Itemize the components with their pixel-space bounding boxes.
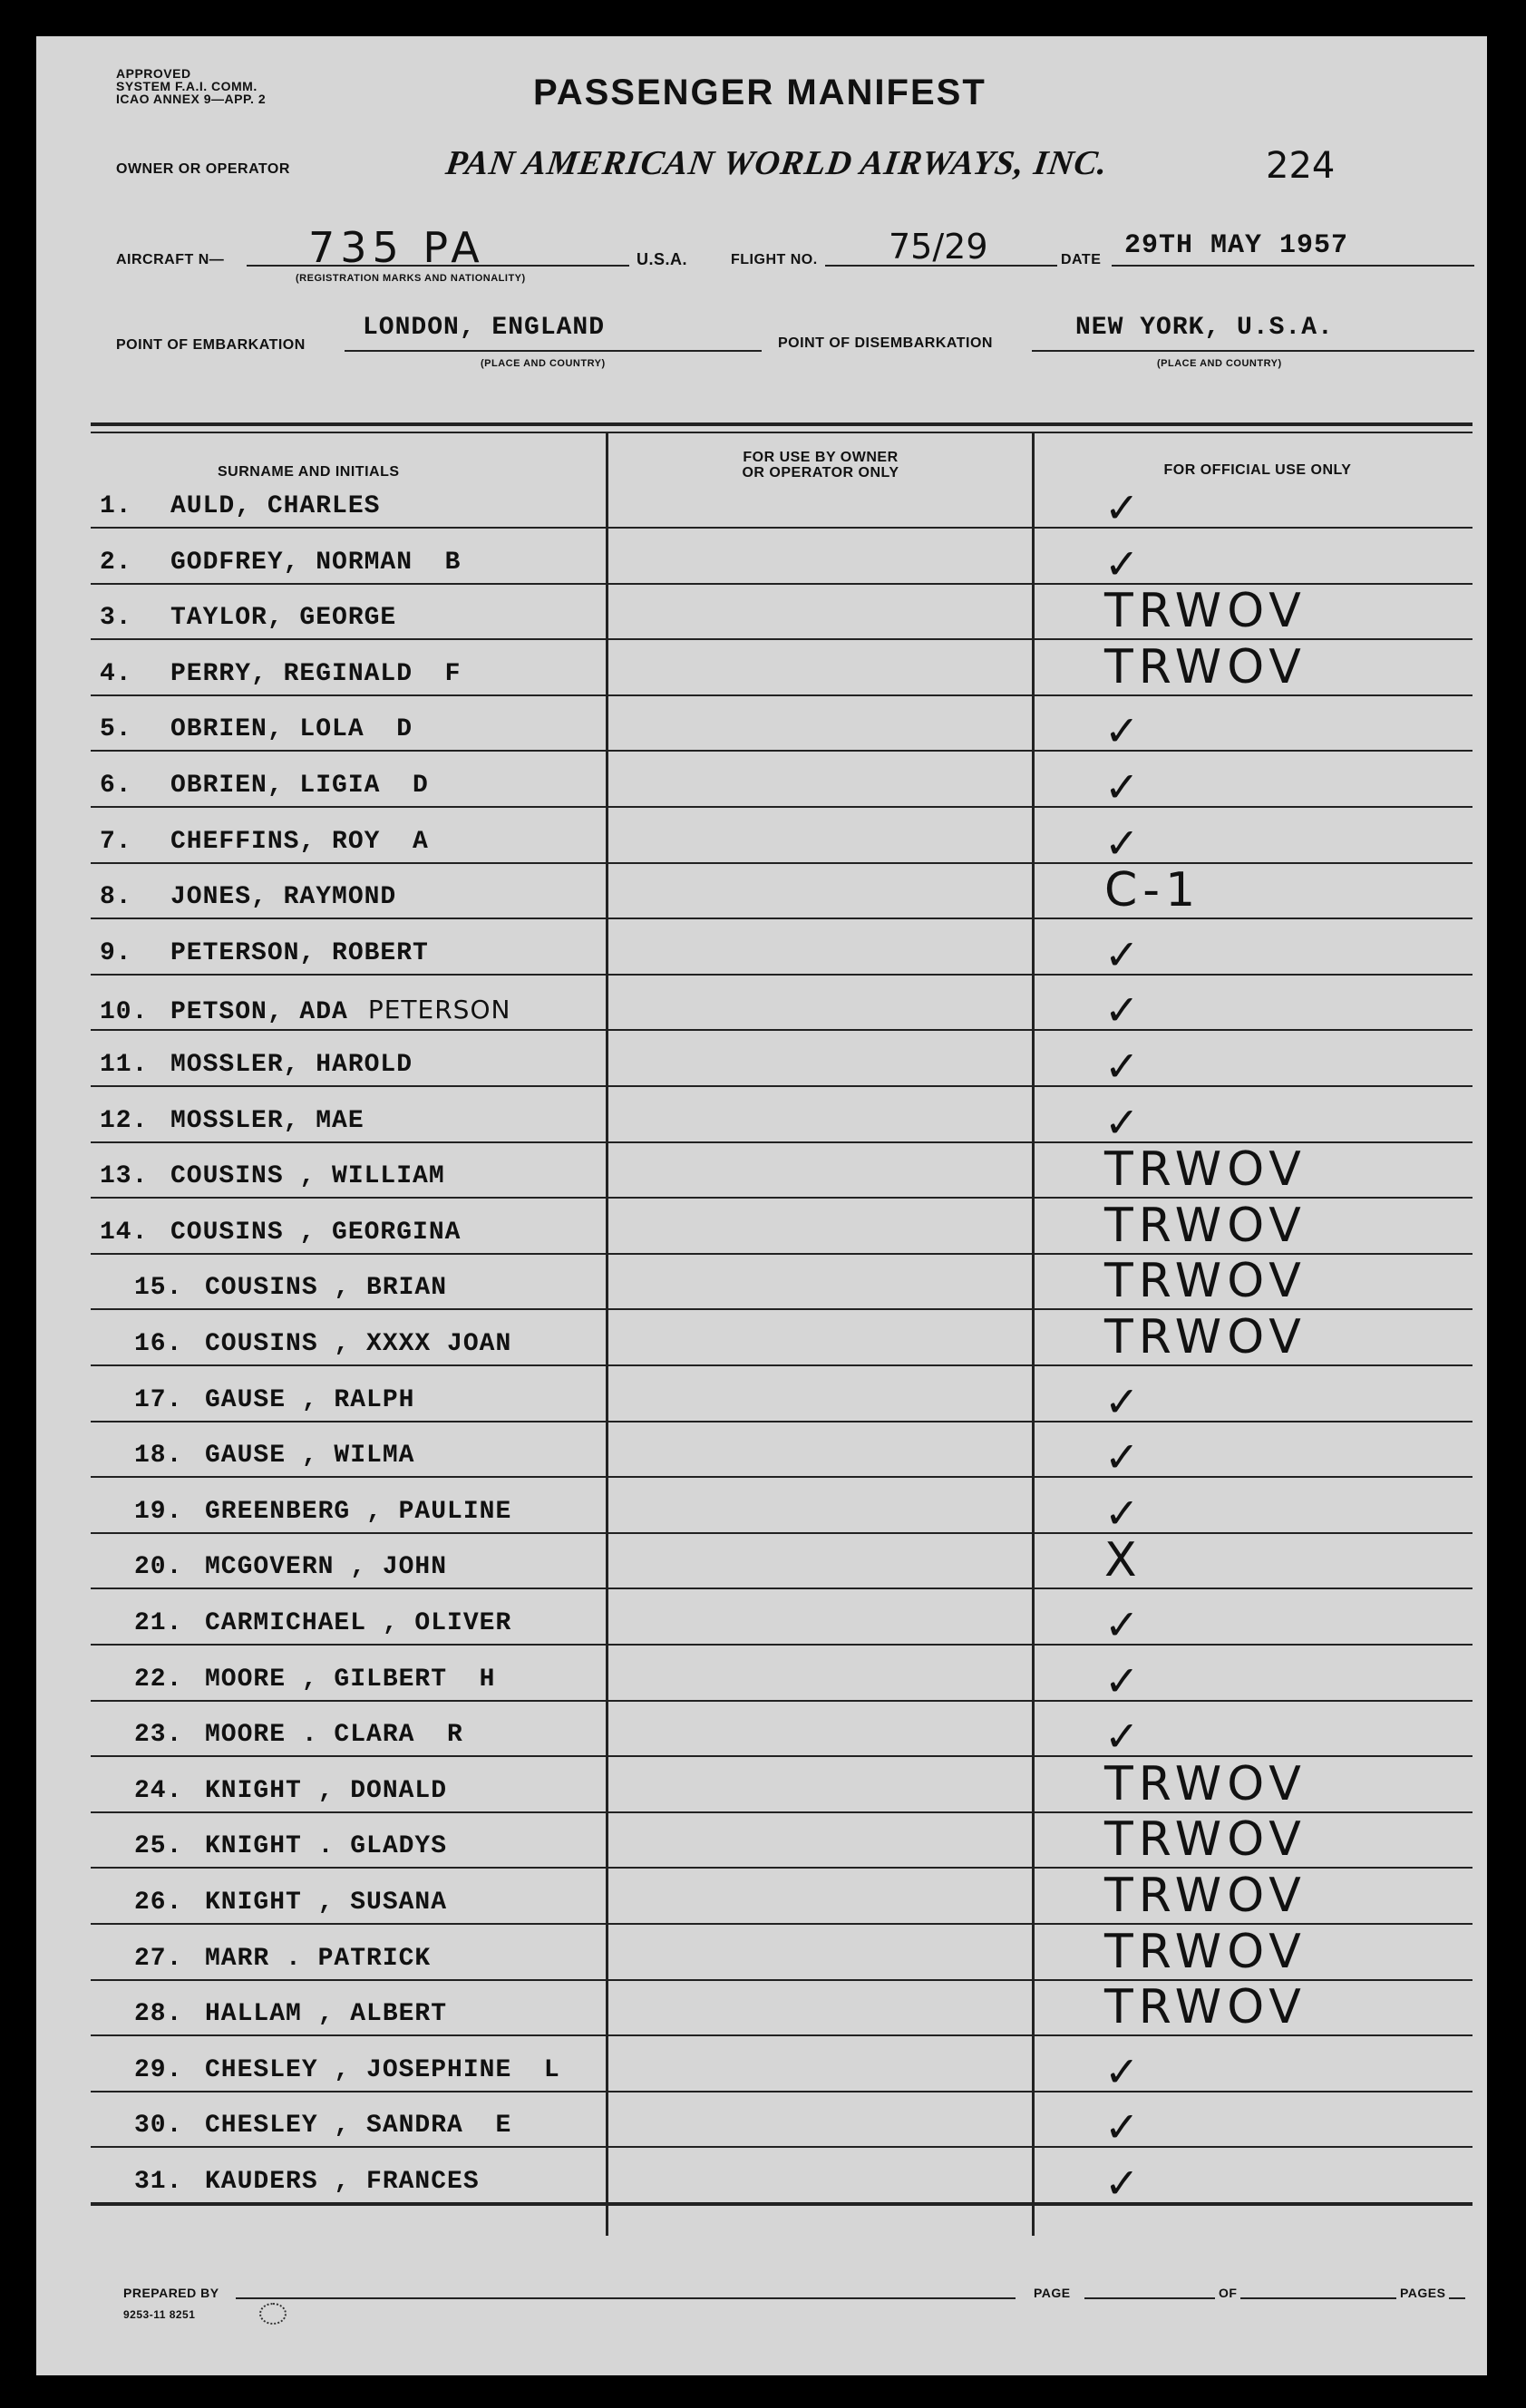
- row-rule: [91, 806, 1473, 808]
- official-mark: ✓: [1104, 1097, 1140, 1147]
- flight-no-label: FLIGHT NO.: [731, 252, 818, 267]
- handwritten-correction: PETERSON: [367, 995, 511, 1025]
- row-rule: [91, 1588, 1473, 1589]
- registration-caption: (REGISTRATION MARKS AND NATIONALITY): [296, 273, 526, 284]
- official-mark: TRWOV: [1104, 1756, 1307, 1811]
- row-number: 1.: [100, 492, 132, 520]
- row-number: 2.: [100, 548, 132, 577]
- row-number: 21.: [134, 1609, 183, 1637]
- passenger-name: CHESLEY , JOSEPHINE L: [205, 2055, 560, 2084]
- official-mark: TRWOV: [1104, 1924, 1307, 1979]
- passenger-name: COUSINS , XXXX JOAN: [205, 1330, 512, 1358]
- passenger-name: COUSINS , BRIAN: [205, 1274, 448, 1303]
- passenger-name: HALLAM , ALBERT: [205, 2000, 448, 2029]
- row-rule: [91, 1700, 1473, 1702]
- row-rule: [91, 1532, 1473, 1534]
- row-number: 20.: [134, 1553, 183, 1582]
- passenger-name: OBRIEN, LIGIA D: [170, 772, 429, 800]
- passenger-name: OBRIEN, LOLA D: [170, 715, 413, 744]
- passenger-name: MOORE . CLARA R: [205, 1721, 463, 1750]
- disembark-caption: (PLACE AND COUNTRY): [1157, 358, 1282, 369]
- passenger-row: [100, 604, 396, 632]
- row-number: 11.: [100, 1051, 149, 1079]
- passenger-row: [134, 2000, 447, 2028]
- row-rule: [91, 974, 1473, 976]
- row-rule: [91, 1644, 1473, 1646]
- passenger-name: CARMICHAEL , OLIVER: [205, 1609, 512, 1637]
- passenger-name: JONES, RAYMOND: [170, 883, 397, 912]
- row-number: 3.: [100, 604, 132, 633]
- passenger-row: [100, 939, 429, 967]
- passenger-row: [100, 549, 461, 577]
- official-mark: TRWOV: [1104, 1869, 1307, 1923]
- official-mark: TRWOV: [1104, 1142, 1307, 1198]
- aircraft-value: 735 PA: [308, 223, 485, 272]
- table-top-rule: [91, 422, 1473, 426]
- official-mark: TRWOV: [1104, 1812, 1307, 1868]
- passenger-name: COUSINS , WILLIAM: [170, 1162, 445, 1191]
- passenger-row: [134, 1330, 511, 1358]
- row-rule: [91, 1476, 1473, 1478]
- passenger-name: MARR . PATRICK: [205, 1944, 432, 1973]
- row-rule: [91, 694, 1473, 696]
- passenger-row: [134, 2168, 480, 2196]
- passenger-name: GODFREY, NORMAN B: [170, 548, 462, 577]
- passenger-row: [134, 1889, 447, 1917]
- page-number: 224: [1266, 145, 1336, 187]
- disembark-value: NEW YORK, U.S.A.: [1075, 314, 1334, 342]
- row-number: 5.: [100, 715, 132, 744]
- row-rule: [91, 527, 1473, 529]
- passenger-name: MOSSLER, MAE: [170, 1106, 364, 1135]
- passenger-row: [134, 1832, 447, 1860]
- table-top-rule-2: [91, 432, 1473, 433]
- row-number: 15.: [134, 1274, 183, 1303]
- prepared-by-label: PREPARED BY: [123, 2286, 219, 2300]
- official-mark: TRWOV: [1104, 639, 1307, 694]
- col-header-owner: [617, 450, 1025, 481]
- passenger-row: [100, 772, 429, 800]
- prepared-by-underline: [236, 2297, 1016, 2299]
- row-number: 31.: [134, 2168, 183, 2196]
- passenger-name: GAUSE , RALPH: [205, 1385, 415, 1414]
- official-mark: ✓: [1104, 1600, 1140, 1649]
- col-header-official: FOR OFFICIAL USE ONLY: [1163, 462, 1352, 478]
- passenger-row: [100, 492, 380, 520]
- approval-block: [116, 67, 266, 105]
- embark-value: LONDON, ENGLAND: [363, 314, 606, 342]
- row-number: 24.: [134, 1776, 183, 1805]
- row-number: 17.: [134, 1385, 183, 1414]
- aircraft-label: AIRCRAFT N—: [116, 252, 225, 267]
- row-rule: [91, 1029, 1473, 1031]
- embark-label: POINT OF EMBARKATION: [116, 337, 306, 353]
- official-mark: ✓: [1104, 818, 1140, 868]
- official-mark: X: [1104, 1533, 1142, 1588]
- row-number: 29.: [134, 2055, 183, 2084]
- owner-label: OWNER OR OPERATOR: [116, 161, 290, 177]
- page-title: PASSENGER MANIFEST: [533, 73, 987, 112]
- row-rule: [91, 1421, 1473, 1422]
- passenger-name: TAYLOR, GEORGE: [170, 604, 397, 633]
- official-mark: ✓: [1104, 1042, 1140, 1091]
- row-number: 6.: [100, 772, 132, 800]
- disembark-label: POINT OF DISEMBARKATION: [778, 335, 993, 351]
- official-mark: ✓: [1104, 2159, 1140, 2208]
- manifest-page: [36, 36, 1487, 2375]
- row-rule: [91, 2202, 1473, 2206]
- row-rule: [91, 2146, 1473, 2148]
- official-mark: C-1: [1104, 863, 1201, 918]
- usa-label: U.S.A.: [637, 250, 688, 268]
- official-mark: ✓: [1104, 2102, 1140, 2152]
- row-number: 10.: [100, 998, 149, 1027]
- row-number: 19.: [134, 1497, 183, 1526]
- row-rule: [91, 1364, 1473, 1366]
- approval-line: SYSTEM F.A.I. COMM.: [116, 79, 258, 93]
- row-number: 28.: [134, 2000, 183, 2029]
- row-number: 9.: [100, 938, 132, 967]
- passenger-name: KAUDERS , FRANCES: [205, 2168, 480, 2196]
- passenger-name: PETSON, ADA: [170, 998, 348, 1027]
- row-rule: [91, 1085, 1473, 1087]
- official-mark: ✓: [1104, 706, 1140, 756]
- approval-line: ICAO ANNEX 9—APP. 2: [116, 92, 267, 106]
- page-label: PAGE: [1034, 2286, 1071, 2300]
- row-number: 27.: [134, 1944, 183, 1973]
- passenger-name: KNIGHT , SUSANA: [205, 1889, 448, 1917]
- official-mark: ✓: [1104, 1656, 1140, 1705]
- official-mark: TRWOV: [1104, 1198, 1307, 1253]
- passenger-name: PERRY, REGINALD F: [170, 659, 462, 688]
- passenger-row: [100, 883, 396, 911]
- passenger-row: [134, 1665, 495, 1694]
- row-number: 22.: [134, 1665, 183, 1694]
- disembark-underline: [1032, 350, 1474, 352]
- passenger-name: KNIGHT . GLADYS: [205, 1832, 448, 1861]
- row-number: 23.: [134, 1721, 183, 1750]
- row-number: 14.: [100, 1218, 149, 1247]
- passenger-row: [134, 1274, 447, 1302]
- date-label: DATE: [1061, 252, 1102, 267]
- row-number: 18.: [134, 1442, 183, 1471]
- passenger-row: [100, 828, 429, 856]
- passenger-name: COUSINS , GEORGINA: [170, 1218, 462, 1247]
- row-rule: [91, 2034, 1473, 2036]
- official-mark: ✓: [1104, 1376, 1140, 1426]
- official-mark: ✓: [1104, 762, 1140, 811]
- row-number: 12.: [100, 1106, 149, 1135]
- passenger-row: [134, 1442, 414, 1470]
- passenger-row: [100, 715, 413, 743]
- passenger-row: [100, 1162, 445, 1190]
- row-number: 16.: [134, 1330, 183, 1358]
- official-mark: TRWOV: [1104, 1980, 1307, 2035]
- col-header-owner-line1: FOR USE BY OWNER: [743, 450, 899, 465]
- passenger-row: [134, 1777, 447, 1805]
- passenger-name: GAUSE , WILMA: [205, 1442, 415, 1471]
- official-mark: ✓: [1104, 929, 1140, 979]
- passenger-name: GREENBERG , PAULINE: [205, 1497, 512, 1526]
- row-number: 13.: [100, 1162, 149, 1191]
- passenger-row: [100, 995, 510, 1026]
- flight-no-value: 75/29: [889, 227, 988, 267]
- passenger-row: [100, 1051, 413, 1079]
- official-mark: ✓: [1104, 539, 1140, 588]
- passenger-row: [134, 1386, 414, 1414]
- passenger-name: PETERSON, ROBERT: [170, 938, 429, 967]
- date-underline: [1112, 265, 1474, 267]
- passenger-row: [100, 1219, 461, 1247]
- official-mark: ✓: [1104, 2046, 1140, 2096]
- official-mark: TRWOV: [1104, 584, 1307, 639]
- passenger-row: [134, 1945, 431, 1973]
- row-rule: [91, 862, 1473, 864]
- passenger-name: CHESLEY , SANDRA E: [205, 2112, 512, 2141]
- row-rule: [91, 918, 1473, 919]
- operator-name: PAN AMERICAN WORLD AIRWAYS, INC.: [443, 144, 1111, 182]
- passenger-name: MOSSLER, HAROLD: [170, 1051, 413, 1079]
- passenger-name: CHEFFINS, ROY A: [170, 827, 429, 856]
- col-header-owner-line2: OR OPERATOR ONLY: [742, 465, 899, 481]
- embark-underline: [345, 350, 762, 352]
- date-value: 29TH MAY 1957: [1124, 230, 1349, 261]
- passenger-name: AULD, CHARLES: [170, 492, 381, 520]
- official-mark: TRWOV: [1104, 1310, 1307, 1364]
- stamp-icon: [259, 2303, 287, 2325]
- of-label: OF: [1215, 2287, 1240, 2299]
- passenger-row: [134, 1721, 463, 1749]
- row-number: 25.: [134, 1832, 183, 1861]
- row-rule: [91, 750, 1473, 752]
- passenger-row: [134, 2056, 560, 2084]
- passenger-name: KNIGHT , DONALD: [205, 1776, 448, 1805]
- col-header-surname: SURNAME AND INITIALS: [218, 464, 400, 480]
- row-number: 8.: [100, 883, 132, 912]
- passenger-row: [134, 2112, 511, 2140]
- row-number: 4.: [100, 659, 132, 688]
- approval-line: APPROVED: [116, 66, 191, 81]
- passenger-row: [134, 1498, 511, 1526]
- form-number: 9253-11 8251: [123, 2308, 196, 2321]
- official-mark: ✓: [1104, 1712, 1140, 1762]
- passenger-row: [134, 1609, 511, 1637]
- embark-caption: (PLACE AND COUNTRY): [481, 358, 606, 369]
- row-rule: [91, 2091, 1473, 2092]
- passenger-row: [134, 1553, 447, 1581]
- column-divider-1: [606, 433, 608, 2236]
- row-number: 30.: [134, 2112, 183, 2141]
- passenger-row: [100, 1107, 364, 1135]
- official-mark: ✓: [1104, 1432, 1140, 1482]
- pages-label: PAGES: [1396, 2287, 1449, 2299]
- row-number: 7.: [100, 827, 132, 856]
- column-divider-2: [1032, 433, 1035, 2236]
- official-mark: TRWOV: [1104, 1254, 1307, 1309]
- official-mark: ✓: [1104, 483, 1140, 532]
- official-mark: ✓: [1104, 1488, 1140, 1538]
- passenger-name: MOORE , GILBERT H: [205, 1665, 496, 1694]
- passenger-name: MCGOVERN , JOHN: [205, 1553, 448, 1582]
- row-number: 26.: [134, 1889, 183, 1917]
- official-mark: ✓: [1104, 986, 1140, 1035]
- passenger-row: [100, 660, 461, 688]
